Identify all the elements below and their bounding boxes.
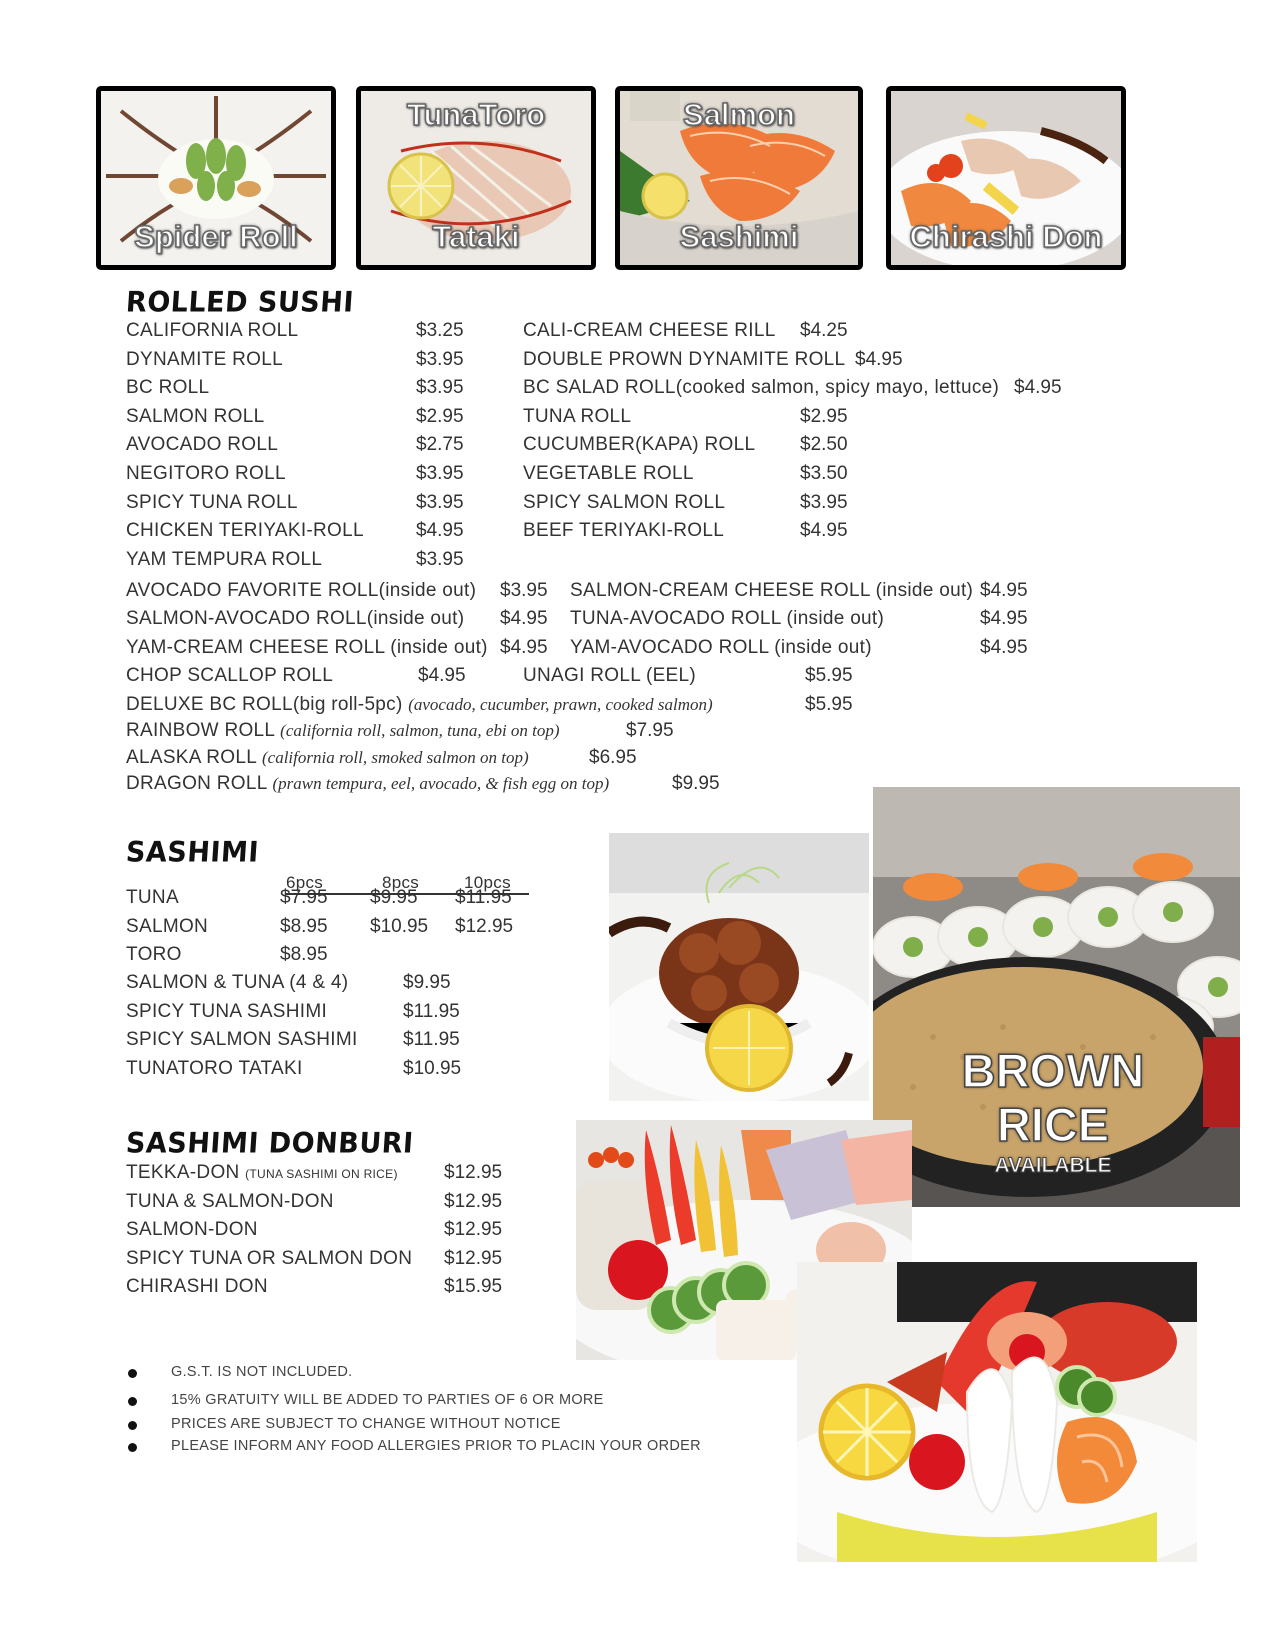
menu-item-price: $3.95 — [416, 491, 464, 513]
menu-item-name: CHICKEN TERIYAKI-ROLL — [126, 520, 364, 542]
menu-item-name: BEEF TERIYAKI-ROLL — [523, 520, 725, 542]
tile-caption: Spider Roll — [134, 219, 298, 254]
sashimi-name: SPICY TUNA SASHIMI — [126, 1000, 328, 1022]
note-text: PLEASE INFORM ANY FOOD ALLERGIES PRIOR TO PLACIN YOUR ORDER — [171, 1438, 701, 1454]
sashimi-name: TUNA — [126, 887, 179, 908]
menu-item-price: $2.50 — [800, 434, 848, 456]
tile-caption-top: Salmon — [683, 97, 795, 132]
menu-item-price: $2.95 — [800, 405, 848, 427]
donburi-name: CHIRASHI DON — [126, 1276, 268, 1298]
menu-item-name: RAINBOW ROLL (california roll, salmon, tuna, ebi on top) — [126, 720, 560, 742]
donburi-name: SPICY TUNA OR SALMON DON — [126, 1247, 413, 1269]
brown-rice-line1: BROWN — [961, 1044, 1145, 1097]
menu-item-price: $2.75 — [416, 434, 464, 456]
menu-item-price: $4.95 — [500, 608, 548, 630]
note-text: 15% GRATUITY WILL BE ADDED TO PARTIES OF 6 OR MORE — [171, 1392, 604, 1408]
sashimi-name: SALMON — [126, 915, 209, 937]
menu-item-price: $4.95 — [800, 520, 848, 542]
menu-item-price: $4.95 — [500, 636, 548, 658]
donburi-price: $12.95 — [444, 1190, 503, 1212]
menu-item-price: $5.95 — [805, 665, 853, 687]
sashimi-name: TUNATORO TATAKI — [126, 1057, 303, 1079]
note-text: G.S.T. IS NOT INCLUDED. — [171, 1364, 353, 1380]
donburi-price: $15.95 — [444, 1276, 503, 1298]
menu-item-price: $3.95 — [416, 377, 464, 399]
tile-caption: Tataki — [432, 219, 520, 254]
menu-item-price: $4.95 — [980, 636, 1028, 658]
rolled-sushi-title: ROLLED SUSHI — [124, 286, 355, 319]
sashimi-price: $9.95 — [403, 972, 451, 993]
salmon-sashimi-photo — [615, 86, 863, 270]
header-8pcs: 8pcs — [382, 873, 420, 892]
sashimi-price-6: $8.95 — [280, 944, 328, 966]
menu-item-name: SALMON-AVOCADO ROLL(inside out) — [126, 608, 465, 630]
menu-item-name: DYNAMITE ROLL — [126, 348, 283, 370]
sashimi-salad-photo — [797, 1262, 1197, 1562]
menu-item-price: $3.95 — [500, 580, 548, 601]
menu-item-price: $2.95 — [416, 405, 464, 427]
sashimi-title: SASHIMI — [124, 836, 260, 869]
tile-caption: Sashimi — [679, 219, 799, 254]
menu-item-price: $3.50 — [800, 463, 848, 484]
menu-item-name: BC ROLL — [126, 377, 210, 399]
menu-item-price: $4.25 — [800, 320, 848, 341]
menu-item-name: YAM TEMPURA ROLL — [126, 548, 323, 570]
tile-caption: Chirashi Don — [909, 219, 1103, 254]
menu-item-description: (california roll, smoked salmon on top) — [261, 747, 529, 767]
bullet-icon — [128, 1443, 137, 1452]
bullet-icon — [128, 1397, 137, 1406]
menu-item-name: CALIFORNIA ROLL — [126, 320, 299, 341]
menu-item-name: SALMON-CREAM CHEESE ROLL (inside out) — [570, 580, 974, 601]
menu-item-price: $3.95 — [416, 463, 464, 484]
chirashi-don-photo — [886, 86, 1126, 270]
donburi-price: $12.95 — [444, 1219, 503, 1241]
donburi-price: $12.95 — [444, 1162, 503, 1183]
menu-item-price: $9.95 — [672, 773, 720, 795]
menu-item-price: $3.95 — [800, 491, 848, 513]
menu-item-price: $4.95 — [980, 608, 1028, 630]
sashimi-price: $11.95 — [403, 1029, 460, 1051]
tunatoro-tataki-photo — [356, 86, 596, 270]
menu-item-price: $4.95 — [418, 665, 466, 687]
tile-caption-top: TunaToro — [406, 97, 546, 132]
menu-item-price: $6.95 — [589, 746, 637, 768]
menu-item-name: DOUBLE PROWN DYNAMITE ROLL — [523, 348, 846, 370]
menu-item-price: $4.95 — [1014, 377, 1062, 399]
menu-item-name: SPICY TUNA ROLL — [126, 491, 298, 513]
sashimi-price-6: $7.95 — [280, 887, 328, 908]
menu-item-name: TUNA-AVOCADO ROLL (inside out) — [570, 608, 885, 630]
menu-item-price: $4.95 — [980, 580, 1028, 601]
sashimi-price-8: $10.95 — [370, 915, 429, 937]
sashimi-price-10: $12.95 — [455, 915, 514, 937]
menu-item-name: ALASKA ROLL (california roll, smoked salmon on top) — [126, 746, 529, 768]
sashimi-price: $10.95 — [403, 1057, 462, 1079]
menu-item-price: $7.95 — [626, 720, 674, 742]
tataki-bowl-photo — [609, 833, 869, 1101]
menu-item-name: BC SALAD ROLL(cooked salmon, spicy mayo, lettuce) — [523, 377, 1000, 399]
menu-item-name: AVOCADO ROLL — [126, 434, 279, 456]
menu-item-name: YAM-CREAM CHEESE ROLL (inside out) — [126, 636, 488, 658]
menu-item-name: CUCUMBER(KAPA) ROLL — [523, 434, 756, 456]
header-6pcs: 6pcs — [286, 873, 324, 892]
menu-item-name: TUNA ROLL — [523, 405, 632, 427]
menu-item-name: SALMON ROLL — [126, 405, 265, 427]
sashimi-price-6: $8.95 — [280, 915, 328, 937]
menu-item-price: $4.95 — [416, 520, 464, 542]
bullet-icon — [128, 1421, 137, 1430]
menu-item-description: (prawn tempura, eel, avocado, & fish egg on top) — [272, 774, 610, 794]
sashimi-name: TORO — [126, 944, 182, 966]
brown-rice-line2: RICE — [996, 1098, 1110, 1151]
spider-roll-photo — [96, 86, 336, 270]
menu-item-name: UNAGI ROLL (EEL) — [523, 665, 697, 687]
menu-item-name: NEGITORO ROLL — [126, 463, 286, 484]
brown-rice-photo — [873, 787, 1240, 1207]
donburi-title: SASHIMI DONBURI — [124, 1127, 415, 1160]
menu-item-name: VEGETABLE ROLL — [523, 463, 694, 484]
sashimi-price-10: $11.95 — [455, 887, 512, 908]
menu-item-name: YAM-AVOCADO ROLL (inside out) — [570, 636, 872, 658]
header-10pcs: 10pcs — [464, 873, 511, 892]
donburi-name: SALMON-DON — [126, 1219, 258, 1241]
note-text: PRICES ARE SUBJECT TO CHANGE WITHOUT NOTICE — [171, 1416, 561, 1432]
menu-item-description: (avocado, cucumber, prawn, cooked salmon) — [408, 695, 713, 714]
donburi-note: (TUNA SASHIMI ON RICE) — [245, 1167, 398, 1181]
donburi-name: TEKKA-DON (TUNA SASHIMI ON RICE) — [126, 1162, 398, 1183]
menu-item-price: $5.95 — [805, 694, 853, 715]
menu-item-price: $3.95 — [416, 348, 464, 370]
menu-item-name: DRAGON ROLL (prawn tempura, eel, avocado, & fish egg on top) — [126, 773, 610, 795]
menu-item-name: DELUXE BC ROLL(big roll-5pc) (avocado, cucumber, prawn, cooked salmon) — [126, 694, 713, 715]
brown-rice-line3: AVAILABLE — [994, 1154, 1112, 1177]
menu-item-price: $3.95 — [416, 548, 464, 570]
menu-item-name: CALI-CREAM CHEESE RILL — [523, 320, 776, 341]
sashimi-price-8: $9.95 — [370, 887, 418, 908]
menu-item-description: (california roll, salmon, tuna, ebi on top) — [280, 721, 560, 741]
menu-item-name: SPICY SALMON ROLL — [523, 491, 726, 513]
donburi-price: $12.95 — [444, 1247, 503, 1269]
menu-item-name: AVOCADO FAVORITE ROLL(inside out) — [126, 580, 477, 601]
menu-item-price: $4.95 — [855, 348, 903, 370]
sashimi-name: SPICY SALMON SASHIMI — [126, 1029, 358, 1051]
sashimi-name: SALMON & TUNA (4 & 4) — [126, 972, 349, 993]
sashimi-price: $11.95 — [403, 1000, 460, 1022]
donburi-name: TUNA & SALMON-DON — [126, 1190, 334, 1212]
menu-item-price: $3.25 — [416, 320, 464, 341]
bullet-icon — [128, 1369, 137, 1378]
menu-item-name: CHOP SCALLOP ROLL — [126, 665, 334, 687]
